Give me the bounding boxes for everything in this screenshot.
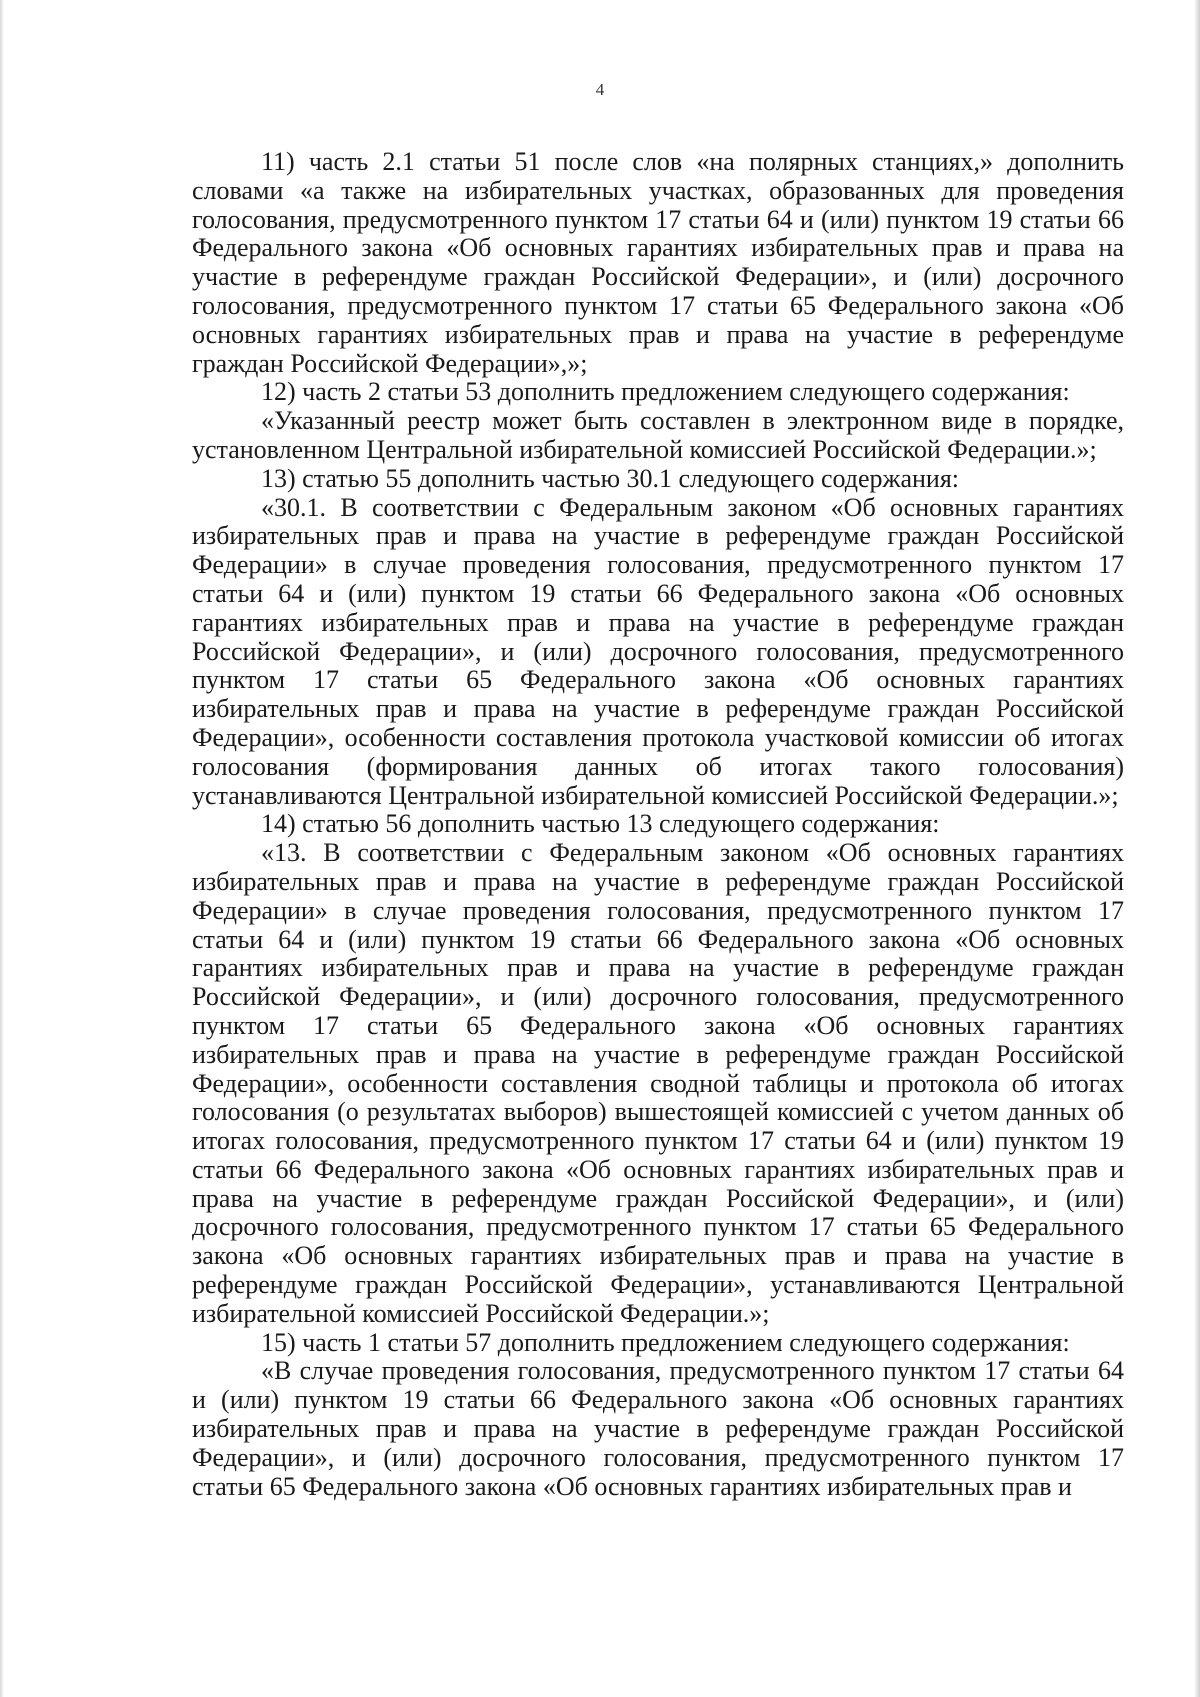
paragraph-registry-quote: «Указанный реестр может быть составлен в электронном виде в порядке, установленном Центральной избирательной комиссией Российской Федерации.»;	[192, 406, 1124, 464]
document-body	[192, 148, 1124, 1501]
paragraph-item-14: 14) статью 56 дополнить частью 13 следующего содержания:	[261, 809, 940, 839]
paragraph-part-13-quote: «13. В соответствии с Федеральным законом «Об основных гарантиях избирательных прав и права на участие в референдуме граждан Российской Федерации» в случае проведения голосования, предусмотренного пунктом 17 статьи 64 и (или) пунктом 19 статьи 66 Федерального закона «Об основных гарантиях избирательных прав и права на участие в референдуме граждан Российской Федерации», и (или) досрочного голосования, предусмотренного пунктом 17 статьи 65 Федерального закона «Об основных гарантиях избирательных прав и права на участие в референдуме граждан Российской Федерации», особенности составления сводной таблицы и протокола об итогах голосования (о результатах выборов) вышестоящей комиссией с учетом данных об итогах голосования, предусмотренного пунктом 17 статьи 64 и (или) пунктом 19 статьи 66 Федерального закона «Об основных гарантиях избирательных прав и права на участие в референдуме граждан Российской Федерации», и (или) досрочного голосования, предусмотренного пунктом 17 статьи 65 Федерального закона «Об основных гарантиях избирательных прав и права на участие в референдуме граждан Российской Федерации», устанавливаются Центральной избирательной комиссией Российской Федерации.»;	[192, 838, 1124, 1328]
page-number: 4	[595, 80, 605, 99]
paragraph-item-11: 11) часть 2.1 статьи 51 после слов «на полярных станциях,» дополнить словами «а также на избирательных участках, образованных для проведения голосования, предусмотренного пунктом 17 статьи 64 и (или) пунктом 19 статьи 66 Федерального закона «Об основных гарантиях избирательных прав и права на участие в референдуме граждан Российской Федерации», и (или) досрочного голосования, предусмотренного пунктом 17 статьи 65 Федерального закона «Об основных гарантиях избирательных прав и права на участие в референдуме граждан Российской Федерации»,»;	[192, 147, 1124, 378]
paragraph-article-57-quote: «В случае проведения голосования, предусмотренного пунктом 17 статьи 64 и (или) пунктом 19 статьи 66 Федерального закона «Об основных гарантиях избирательных прав и права на участие в референдуме граждан Российской Федерации», и (или) досрочного голосования, предусмотренного пунктом 17 статьи 65 Федерального закона «Об основных гарантиях избирательных прав и	[192, 1356, 1124, 1501]
scan-edge-left	[0, 0, 4, 1697]
paragraph-part-30-1-quote: «30.1. В соответствии с Федеральным законом «Об основных гарантиях избирательных прав и права на участие в референдуме граждан Российской Федерации» в случае проведения голосования, предусмотренного пунктом 17 статьи 64 и (или) пунктом 19 статьи 66 Федерального закона «Об основных гарантиях избирательных прав и права на участие в референдуме граждан Российской Федерации», и (или) досрочного голосования, предусмотренного пунктом 17 статьи 65 Федерального закона «Об основных гарантиях избирательных прав и права на участие в референдуме граждан Российской Федерации», особенности составления протокола участковой комиссии об итогах голосования (формирования данных об итогах такого голосования) устанавливаются Центральной избирательной комиссией Российской Федерации.»;	[192, 492, 1124, 810]
paragraph-item-12: 12) часть 2 статьи 53 дополнить предложением следующего содержания:	[261, 377, 1070, 407]
scan-edge-right	[1194, 0, 1200, 1697]
paragraph-item-15: 15) часть 1 статьи 57 дополнить предложением следующего содержания:	[261, 1327, 1070, 1357]
paragraph-item-13: 13) статью 55 дополнить частью 30.1 следующего содержания:	[261, 463, 960, 493]
